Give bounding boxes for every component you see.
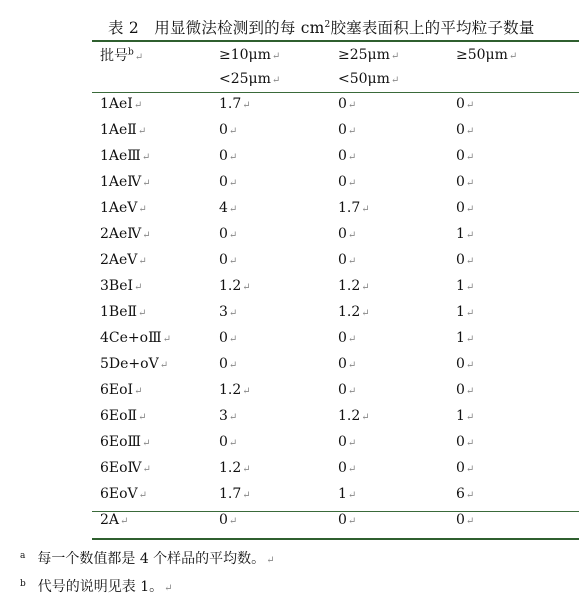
table-row: [100, 351, 564, 377]
cell-batch: 6EoⅠ↵: [100, 382, 143, 398]
cell-25-50: 1.7↵: [338, 200, 370, 216]
caption-text-after: 胶塞表面积上的平均粒子数量: [330, 19, 535, 37]
cell-batch: 6EoⅤ↵: [100, 486, 148, 502]
cell-batch: 2AeⅤ↵: [100, 252, 147, 268]
table-row: [100, 221, 564, 247]
cell-25-50: 0↵: [338, 174, 357, 190]
footnotes: [20, 542, 275, 598]
table-row: [100, 169, 564, 195]
table-row: [100, 299, 564, 325]
header-batch: 批号$^b$↵: [100, 47, 144, 64]
cell-batch: 2A↵: [100, 512, 129, 528]
cell-10-25: 0↵: [219, 148, 238, 164]
caption-text-before: 用显微法检测到的每 cm: [154, 19, 325, 37]
cell-25-50: 0↵: [338, 434, 357, 450]
cell-batch: 6EoⅡ↵: [100, 408, 147, 424]
bottom-rule: [92, 538, 579, 540]
caption-superscript: 2: [324, 20, 331, 30]
cell-50: 0↵: [456, 148, 475, 164]
cell-batch: 3BeⅠ↵: [100, 278, 143, 294]
cell-10-25: 0↵: [219, 434, 238, 450]
top-rule: [92, 40, 579, 42]
cell-50: 0↵: [456, 122, 475, 138]
table-body: [100, 91, 564, 507]
cell-50: 0↵: [456, 434, 475, 450]
cell-50: 0↵: [456, 382, 475, 398]
header-50: ≥50μm↵: [456, 47, 518, 63]
cell-50: 0↵: [456, 512, 475, 528]
header-row-2: [100, 67, 564, 91]
table-row: [100, 117, 564, 143]
cell-25-50: 0↵: [338, 330, 357, 346]
cell-10-25: 3↵: [219, 304, 238, 320]
table-row: [100, 195, 564, 221]
cell-25-50: 0↵: [338, 226, 357, 242]
cell-25-50: 1.2↵: [338, 408, 370, 424]
table-row: [100, 377, 564, 403]
cell-10-25: 0↵: [219, 122, 238, 138]
cell-batch: 1AeⅣ↵: [100, 174, 151, 190]
header-row-1: [100, 43, 564, 67]
cell-batch: 2AeⅣ↵: [100, 226, 151, 242]
cell-25-50: 1.2↵: [338, 278, 370, 294]
table-row: [100, 481, 564, 507]
particle-table: [100, 43, 564, 533]
cell-50: 1↵: [456, 408, 475, 424]
cell-batch: 1BeⅡ↵: [100, 304, 147, 320]
cell-50: 0↵: [456, 460, 475, 476]
footnote-a: $^a$ 每一个数值都是 4 个样品的平均数。↵: [20, 551, 275, 567]
cell-25-50: 0↵: [338, 148, 357, 164]
cell-10-25: 0↵: [219, 356, 238, 372]
cell-25-50: 0↵: [338, 382, 357, 398]
cell-25-50: 0↵: [338, 96, 357, 112]
table-row: [100, 91, 564, 117]
cell-batch: 6EoⅣ↵: [100, 460, 151, 476]
cell-50: 6↵: [456, 486, 475, 502]
cell-50: 0↵: [456, 174, 475, 190]
cell-25-50: 0↵: [338, 460, 357, 476]
cell-batch: 5De+oⅤ↵: [100, 356, 169, 372]
cell-10-25: 1.2↵: [219, 278, 251, 294]
table-row: [100, 455, 564, 481]
cell-batch: 1AeⅡ↵: [100, 122, 147, 138]
header-10-25-line2: <25μm↵: [219, 71, 281, 87]
table-row: [100, 429, 564, 455]
cell-50: 1↵: [456, 330, 475, 346]
cell-10-25: 0↵: [219, 512, 238, 528]
cell-25-50: 1↵: [338, 486, 357, 502]
header-25-50-line1: ≥25μm↵: [338, 47, 400, 63]
table-row: [100, 247, 564, 273]
caption-label: 表 2: [108, 19, 139, 37]
cell-10-25: 1.2↵: [219, 382, 251, 398]
table-row-last: [100, 507, 564, 533]
cell-25-50: 0↵: [338, 512, 357, 528]
cell-10-25: 1.7↵: [219, 486, 251, 502]
cell-10-25: 4↵: [219, 200, 238, 216]
cell-25-50: 0↵: [338, 356, 357, 372]
cell-50: 0↵: [456, 356, 475, 372]
cell-25-50: 0↵: [338, 252, 357, 268]
cell-50: 0↵: [456, 200, 475, 216]
header-25-50-line2: <50μm↵: [338, 71, 400, 87]
cell-10-25: 1.7↵: [219, 96, 251, 112]
cell-batch: 6EoⅢ↵: [100, 434, 151, 450]
footnote-b: $^b$ 代号的说明见表 1。↵: [20, 579, 173, 595]
table-row: [100, 403, 564, 429]
cell-25-50: 0↵: [338, 122, 357, 138]
table-caption: [108, 16, 535, 38]
cell-50: 0↵: [456, 252, 475, 268]
cell-25-50: 1.2↵: [338, 304, 370, 320]
cell-10-25: 0↵: [219, 174, 238, 190]
table-row: [100, 325, 564, 351]
cell-10-25: 3↵: [219, 408, 238, 424]
header-10-25-line1: ≥10μm↵: [219, 47, 281, 63]
table-row: [100, 273, 564, 299]
cell-batch: 1AeⅢ↵: [100, 148, 151, 164]
cell-10-25: 0↵: [219, 252, 238, 268]
cell-50: 1↵: [456, 226, 475, 242]
cell-batch: 4Ce+oⅢ↵: [100, 330, 171, 346]
cell-50: 0↵: [456, 96, 475, 112]
cell-50: 1↵: [456, 304, 475, 320]
table-row: [100, 143, 564, 169]
cell-50: 1↵: [456, 278, 475, 294]
cell-batch: 1AeⅤ↵: [100, 200, 147, 216]
cell-10-25: 1.2↵: [219, 460, 251, 476]
header-batch-sup: b: [128, 47, 134, 58]
cell-10-25: 0↵: [219, 330, 238, 346]
cell-10-25: 0↵: [219, 226, 238, 242]
cell-batch: 1AeⅠ↵: [100, 96, 143, 112]
